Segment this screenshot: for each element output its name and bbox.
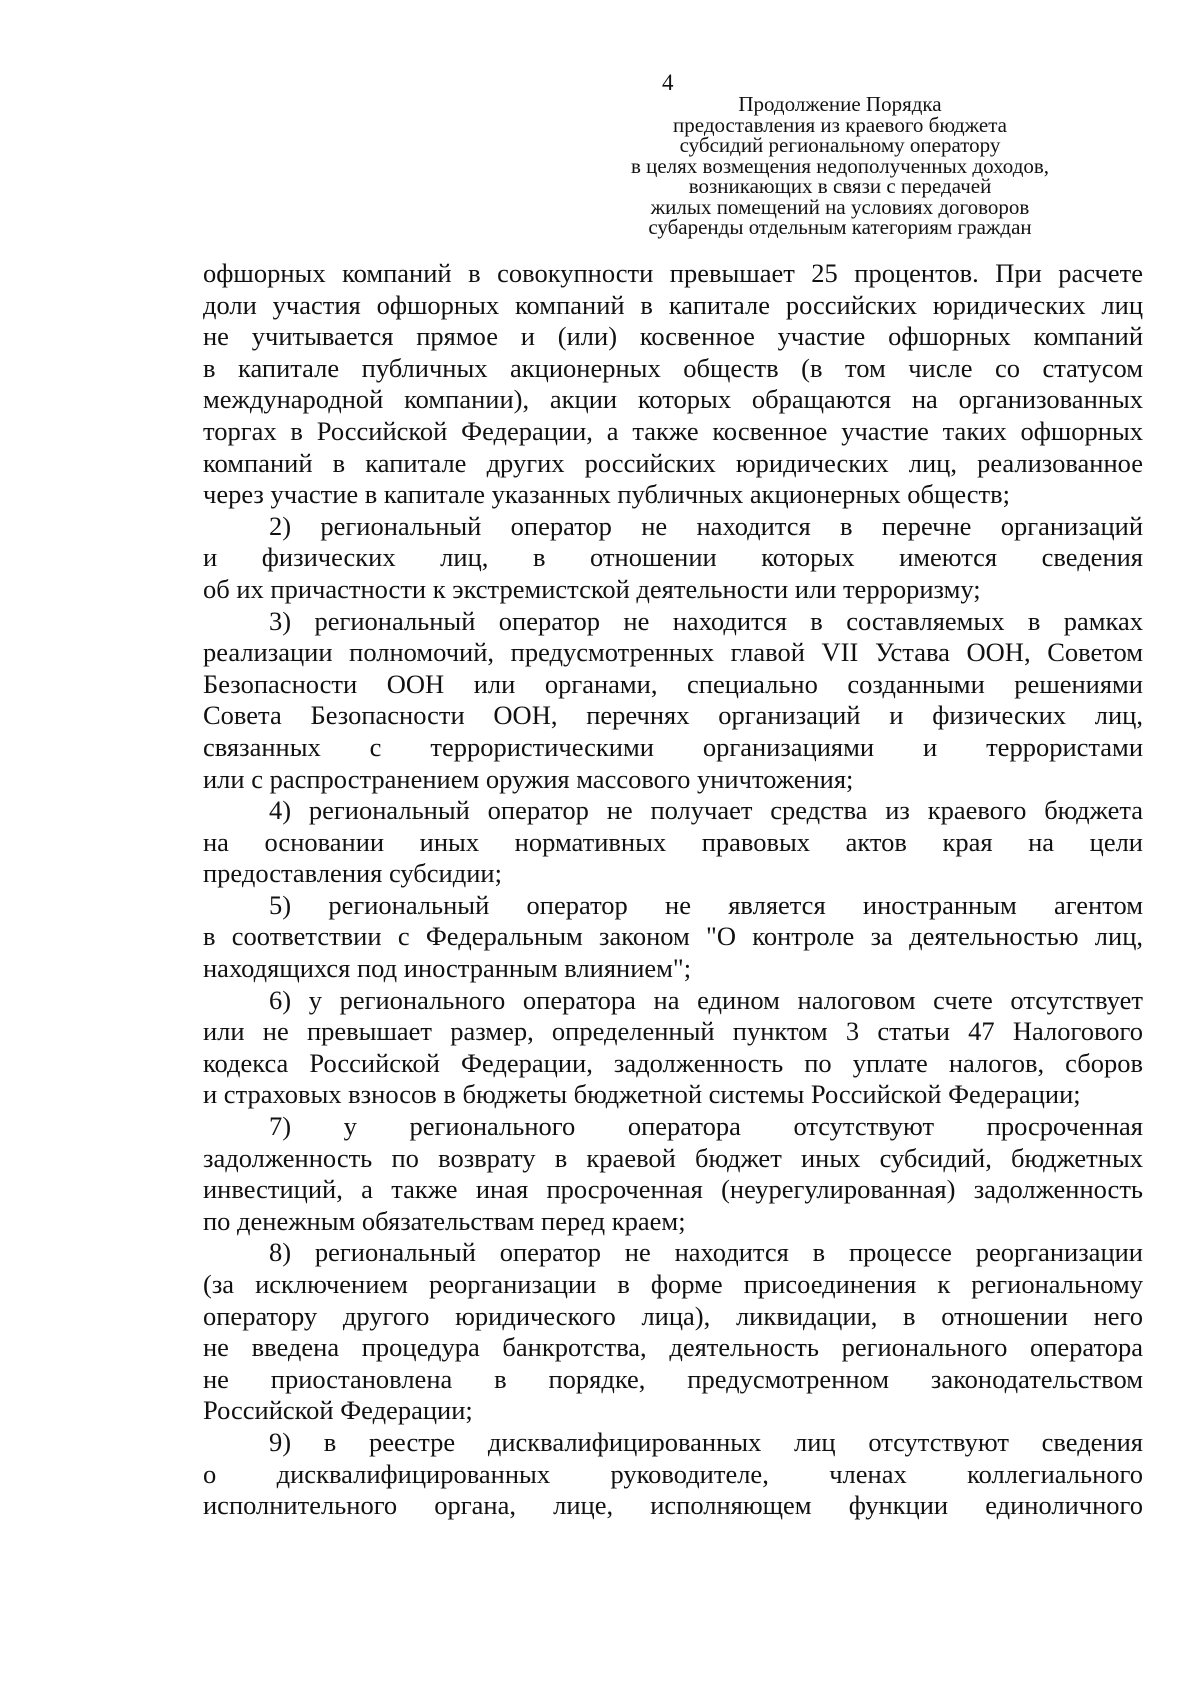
header-line: предоставления из краевого бюджета: [673, 112, 1007, 137]
header-line: жилых помещений на условиях договоров: [650, 194, 1030, 219]
text-line: и страховых взносов в бюджеты бюджетной системы Российской Федерации;: [203, 1079, 1081, 1110]
paragraph-item-6: [203, 985, 1143, 1111]
text-line: (за исключением реорганизации в форме присоединения к региональному: [203, 1269, 1143, 1299]
paragraph-item-4: [203, 795, 1143, 890]
text-line: Российской Федерации;: [203, 1395, 473, 1426]
text-line: 4) региональный оператор не получает средства из краевого бюджета: [269, 795, 1143, 826]
text-line: не учитывается прямое и (или) косвенное участие офшорных компаний: [203, 321, 1143, 352]
text-line: находящихся под иностранным влиянием";: [203, 953, 692, 984]
text-line: Безопасности ООН или органами, специально созданными решениями: [203, 668, 1143, 699]
text-line: предоставления субсидии;: [203, 858, 502, 889]
text-line: связанных с террористическими организациями и террористами: [203, 731, 1143, 762]
text-line: торгах в Российской Федерации, а также косвенное участие таких офшорных: [203, 415, 1143, 446]
header-line: субсидий региональному оператору: [679, 133, 1001, 157]
text-line: 2) региональный оператор не находится в перечне организаций: [269, 510, 1143, 541]
text-line: не введена процедура банкротства, деятельность регионального оператора: [203, 1332, 1143, 1363]
page-number: 4: [662, 70, 674, 95]
paragraph-item-3: [203, 606, 1143, 796]
text-line: об их причастности к экстремистской деятельности или терроризму;: [203, 573, 981, 604]
text-line: или не превышает размер, определенный пунктом 3 статьи 47 Налогового: [203, 1016, 1143, 1047]
text-line: компаний в капитале других российских юридических лиц, реализованное: [203, 447, 1143, 478]
text-line: 3) региональный оператор не находится в составляемых в рамках: [269, 605, 1143, 636]
text-line: по денежным обязательствам перед краем;: [203, 1205, 686, 1236]
text-line: международной компании), акции которых обращаются на организованных: [203, 384, 1143, 415]
text-line: оператору другого юридического лица), ликвидации, в отношении него: [203, 1300, 1143, 1331]
header-line: в целях возмещения недополученных доходов,: [630, 153, 1050, 178]
text-line: реализации полномочий, предусмотренных главой VII Устава ООН, Советом: [203, 637, 1143, 668]
text-line: офшорных компаний в совокупности превышает 25 процентов. При расчете: [203, 258, 1143, 288]
header-line: субаренды отдельным категориям граждан: [648, 215, 1032, 239]
header-line: Продолжение Порядка: [738, 92, 942, 116]
text-line: или с распространением оружия массового уничтожения;: [203, 763, 854, 794]
paragraph-item-8: [203, 1237, 1143, 1427]
header-line: возникающих в связи с передачей: [688, 174, 992, 198]
text-line: Совета Безопасности ООН, перечнях организаций и физических лиц,: [203, 700, 1143, 731]
document-body: [203, 258, 1143, 1522]
text-line: кодекса Российской Федерации, задолженность по уплате налогов, сборов: [203, 1047, 1143, 1078]
text-line: 5) региональный оператор не является иностранным агентом: [269, 889, 1143, 920]
text-line: и физических лиц, в отношении которых имеются сведения: [203, 542, 1143, 573]
paragraph-item-2: [203, 511, 1143, 606]
text-line: через участие в капитале указанных публичных акционерных обществ;: [203, 479, 1011, 510]
text-line: на основании иных нормативных правовых актов края на цели: [203, 826, 1143, 857]
paragraph-item-7: [203, 1111, 1143, 1237]
text-line: исполнительного органа, лице, исполняющем функции единоличного: [203, 1490, 1143, 1521]
text-line: о дисквалифицированных руководителе, членах коллегиального: [203, 1458, 1143, 1489]
text-line: 6) у регионального оператора на едином налоговом счете отсутствует: [269, 984, 1143, 1015]
text-line: 7) у регионального оператора отсутствуют просроченная: [269, 1111, 1143, 1142]
paragraph-continuation: [203, 258, 1143, 511]
text-line: в капитале публичных акционерных обществ (в том числе со статусом: [203, 352, 1143, 383]
paragraph-item-5: [203, 890, 1143, 985]
text-line: доли участия офшорных компаний в капитале российских юридических лиц: [203, 289, 1143, 320]
text-line: не приостановлена в порядке, предусмотренном законодательством: [203, 1363, 1143, 1394]
text-line: 8) региональный оператор не находится в процессе реорганизации: [269, 1237, 1143, 1268]
text-line: задолженность по возврату в краевой бюджет иных субсидий, бюджетных: [203, 1142, 1143, 1173]
text-line: 9) в реестре дисквалифицированных лиц отсутствуют сведения: [269, 1426, 1143, 1457]
paragraph-item-9: [203, 1427, 1143, 1522]
text-line: в соответствии с Федеральным законом "О контроле за деятельностью лиц,: [203, 921, 1143, 952]
text-line: инвестиций, а также иная просроченная (неурегулированная) задолженность: [203, 1174, 1143, 1205]
document-header: [560, 94, 1120, 238]
